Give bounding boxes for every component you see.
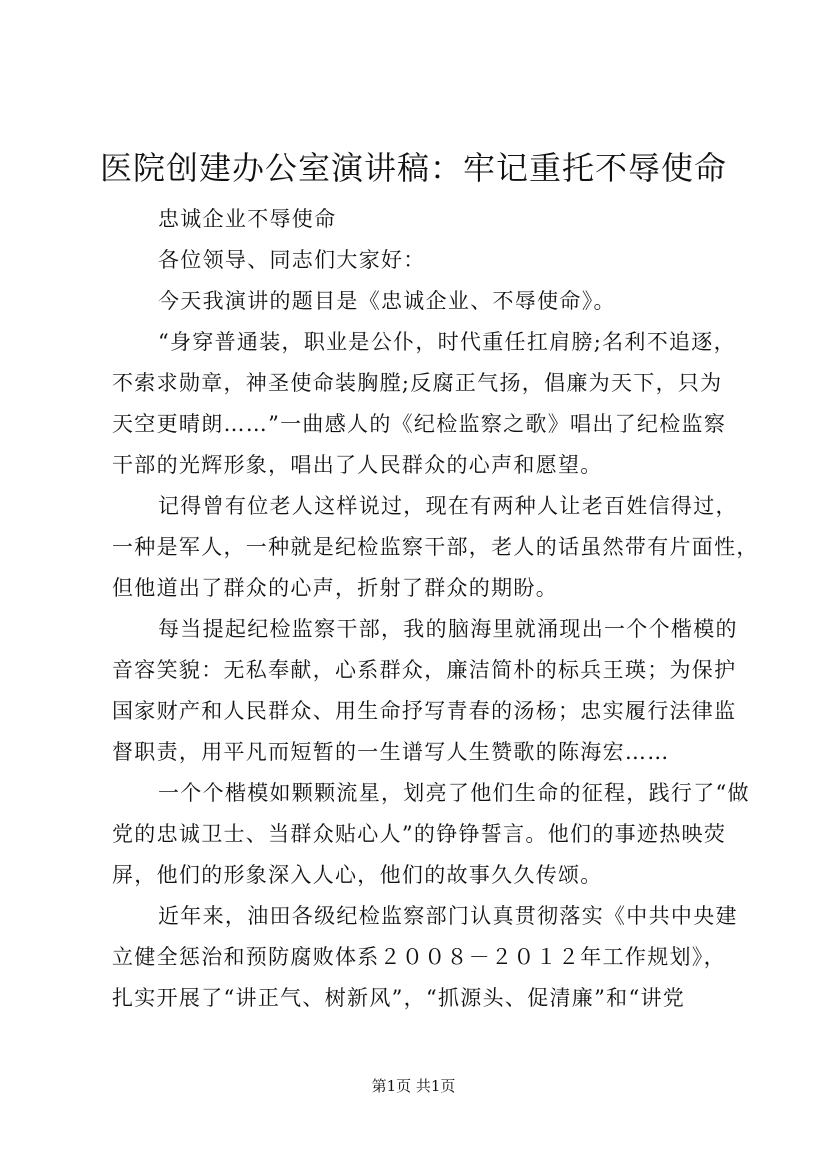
text-line: 立健全惩治和预防腐败体系２００８－２０１２年工作规划》， — [112, 945, 726, 969]
page-number: 第1页 共1页 — [371, 1077, 456, 1095]
text-line: “身穿普通装，职业是公仆，时代重任扛肩膀;名利不追逐， — [158, 330, 736, 354]
text-line: 一种是军人，一种就是纪检监察干部，老人的话虽然带有片面性， — [112, 535, 759, 559]
text-line: 各位领导、同志们大家好： — [158, 248, 426, 272]
text-line: 今天我演讲的题目是《忠诚企业、不辱使命》。 — [158, 289, 616, 313]
document-title: 医院创建办公室演讲稿：牢记重托不辱使命 — [99, 149, 727, 187]
text-line: 不索求勋章，神圣使命装胸膛;反腐正气扬，倡廉为天下，只为 — [112, 371, 723, 395]
text-line: 扎实开展了“讲正气、树新风”，“抓源头、促清廉”和“讲党 — [112, 986, 686, 1010]
text-line: 音容笑貌：无私奉献，心系群众，廉洁简朴的标兵王瑛；为保护 — [112, 658, 737, 682]
text-line: 天空更晴朗……”一曲感人的《纪检监察之歌》唱出了纪检监察 — [112, 412, 727, 436]
text-line: 干部的光辉形象，唱出了人民群众的心声和愿望。 — [112, 453, 603, 477]
text-line: 但他道出了群众的心声，折射了群众的期盼。 — [112, 576, 558, 600]
text-line: 屏，他们的形象深入人心，他们的故事久久传颂。 — [112, 863, 603, 887]
text-line: 督职责，用平凡而短暂的一生谱写人生赞歌的陈海宏…… — [112, 740, 670, 764]
text-line: 国家财产和人民群众、用生命抒写青春的汤杨；忠实履行法律监 — [112, 699, 737, 723]
document-body — [112, 199, 759, 1019]
text-line: 每当提起纪检监察干部，我的脑海里就涌现出一个个楷模的 — [158, 617, 738, 641]
text-line: 近年来，油田各级纪检监察部门认真贯彻落实《中共中央建 — [158, 904, 738, 928]
text-line: 记得曾有位老人这样说过，现在有两种人让老百姓信得过， — [158, 494, 738, 518]
text-line: 党的忠诚卫士、当群众贴心人”的铮铮誓言。他们的事迹热映荧 — [112, 822, 727, 846]
text-line: 一个个楷模如颗颗流星，划亮了他们生命的征程，践行了“做 — [158, 781, 750, 805]
text-line: 忠诚企业不辱使命 — [158, 207, 337, 231]
